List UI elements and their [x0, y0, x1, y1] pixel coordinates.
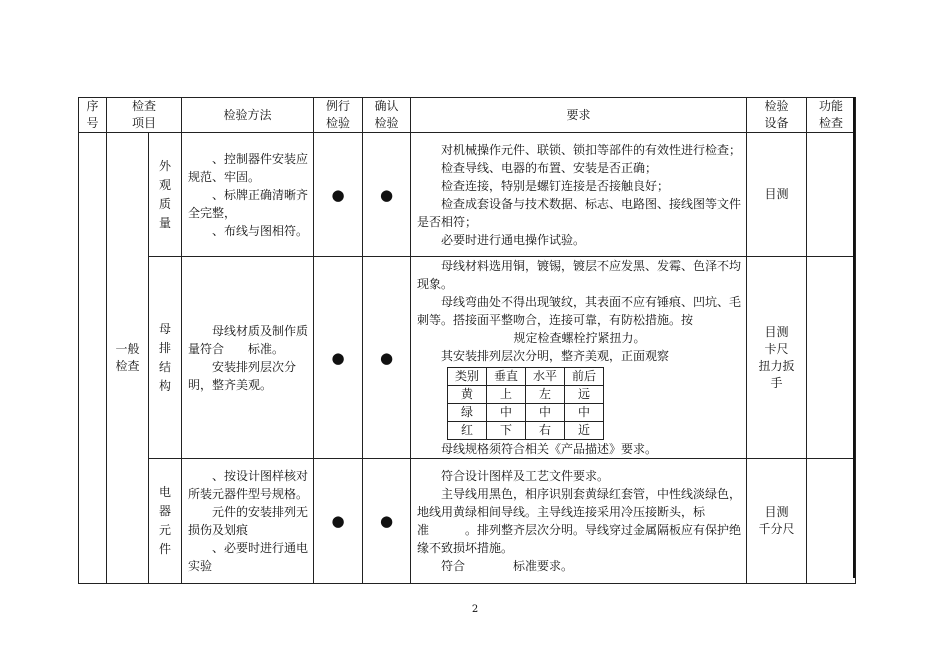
requirement-line: 母线弯曲处不得出现皱纹，其表面不应有锤痕、凹坑、毛刺等。搭接面平整吻合，连接可靠，有防松措施。按	[417, 295, 742, 327]
phase-cell: 远	[565, 386, 604, 404]
sub-item: 外 观 质 量	[149, 133, 182, 257]
phase-cell: 绿	[448, 404, 487, 422]
table-row	[79, 459, 856, 584]
requirement-line: 检查成套设备与技术数据、标志、电路图、接线图等文件是否相符；	[417, 196, 742, 229]
header-requirement: 要求	[411, 98, 747, 133]
method-line: 、布线与图相符。	[212, 223, 309, 238]
routine-dot: ●	[314, 257, 363, 459]
phase-row	[448, 422, 604, 440]
phase-cell: 红	[448, 422, 487, 440]
requirement-line: 规定检查螺栓拧紧扭力。	[513, 331, 646, 345]
requirement-line: 检查连接，特别是螺钉连接是否接触良好；	[441, 178, 670, 193]
header-routine: 例行 检验	[314, 98, 363, 133]
requirement-line: 主导线用黑色，相序识别套黄绿红套管，中性线淡绿色，地线用黄绿相间导线。主导线连接采用冷压接断头，标准 。排列整齐层次分明。导线穿过金属隔板应有保护绝缘不致损坏措施。	[417, 487, 742, 555]
method-cell	[182, 459, 314, 584]
phase-cell: 中	[526, 404, 565, 422]
confirm-dot: ●	[363, 133, 411, 257]
method-line: 、标牌正确清晰齐全完整，	[188, 187, 309, 220]
function-cell	[807, 459, 856, 584]
method-line: 安装排列层次分明，整齐美观。	[188, 359, 297, 392]
method-line: 、必要时进行通电实验	[188, 541, 309, 573]
header-function: 功能 检查	[807, 98, 856, 133]
phase-cell: 右	[526, 422, 565, 440]
requirement-line: 必要时进行通电操作试验。	[441, 232, 586, 247]
requirement-line: 母线材料选用铜，镀锡，镀层不应发黑、发霉、色泽不均现象。	[417, 259, 742, 291]
equipment-cell: 目测 卡尺 扭力扳 手	[747, 257, 807, 459]
phase-cell: 上	[487, 386, 526, 404]
phase-color-table	[447, 367, 604, 440]
method-line: 、控制器件安装应规范、牢固。	[188, 151, 309, 184]
phase-cell: 中	[487, 404, 526, 422]
table-row	[79, 133, 856, 257]
inspection-table	[78, 97, 856, 584]
method-cell	[182, 133, 314, 257]
header-equipment: 检验 设备	[747, 98, 807, 133]
routine-dot: ●	[314, 133, 363, 257]
confirm-dot: ●	[363, 257, 411, 459]
equipment-cell: 目测	[747, 133, 807, 257]
phase-cell: 中	[565, 404, 604, 422]
phase-cell: 近	[565, 422, 604, 440]
requirement-line: 其安装排列层次分明，整齐美观，正面观察	[441, 349, 670, 363]
requirement-line: 检查导线、电器的布置、安装是否正确；	[441, 160, 658, 175]
confirm-dot: ●	[363, 459, 411, 584]
function-cell	[807, 133, 856, 257]
function-cell	[807, 257, 856, 459]
phase-cell: 类别	[448, 368, 487, 386]
phase-cell: 左	[526, 386, 565, 404]
phase-row	[448, 386, 604, 404]
header-method: 检验方法	[182, 98, 314, 133]
phase-row	[448, 404, 604, 422]
table-right-border	[853, 97, 855, 578]
requirement-cell	[411, 133, 747, 257]
requirement-cell	[411, 459, 747, 584]
method-line: 、按设计图样核对所装元器件型号规格。	[188, 469, 309, 501]
phase-cell: 前后	[565, 368, 604, 386]
requirement-cell	[411, 257, 747, 459]
category-cell: 一般 检查	[107, 133, 149, 584]
header-seq: 序 号	[79, 98, 107, 133]
phase-row	[448, 368, 604, 386]
sub-item: 母 排 结 构	[149, 257, 182, 459]
method-line: 元件的安装排列无损伤及划痕	[188, 505, 309, 537]
requirement-line: 符合 标准要求。	[441, 559, 574, 573]
equipment-cell: 目测 千分尺	[747, 459, 807, 584]
sub-item: 电 器 元 件	[149, 459, 182, 584]
phase-cell: 垂直	[487, 368, 526, 386]
header-item: 检查 项目	[107, 98, 182, 133]
page-number: 2	[471, 604, 479, 615]
phase-cell: 黄	[448, 386, 487, 404]
requirement-line: 对机械操作元件、联锁、锁扣等部件的有效性进行检查；	[441, 142, 742, 157]
header-row	[79, 98, 856, 133]
phase-cell: 下	[487, 422, 526, 440]
phase-cell: 水平	[526, 368, 565, 386]
requirement-line: 母线规格须符合相关《产品描述》要求。	[441, 442, 658, 456]
method-cell	[182, 257, 314, 459]
table-row	[79, 257, 856, 459]
requirement-line: 符合设计图样及工艺文件要求。	[441, 469, 610, 483]
routine-dot: ●	[314, 459, 363, 584]
method-line: 母线材质及制作质量符合 标准。	[188, 323, 309, 356]
seq-cell	[79, 133, 107, 584]
header-confirm: 确认 检验	[363, 98, 411, 133]
